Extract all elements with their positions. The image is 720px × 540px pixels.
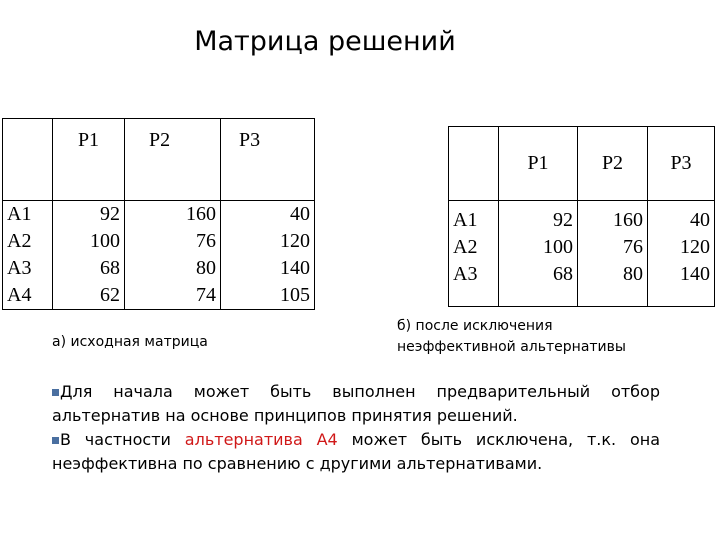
column-p3-values xyxy=(221,201,315,310)
header-p3: P3 xyxy=(221,119,315,201)
header-p2: P2 xyxy=(125,119,221,201)
cell-a1-p2: 160 xyxy=(186,203,216,225)
header-row xyxy=(449,127,715,201)
row-label-a3: A3 xyxy=(7,257,32,279)
row-label-a1: A1 xyxy=(7,203,32,225)
cell-a3-p3: 140 xyxy=(280,257,310,279)
paragraph-text-before: В частности xyxy=(60,430,185,449)
cell-a3-p3: 140 xyxy=(680,263,710,285)
caption-line-2: неэффективной альтернативы xyxy=(397,339,626,355)
cell-a3-p1: 68 xyxy=(100,257,120,279)
row-label-a4: A4 xyxy=(7,284,32,306)
cell-a3-p2: 80 xyxy=(623,263,643,285)
decision-matrix-original xyxy=(2,118,315,310)
cell-a1-p3: 40 xyxy=(290,203,310,225)
row-label-a2: A2 xyxy=(7,230,32,252)
bullet-icon xyxy=(52,437,59,444)
paragraph-exclusion xyxy=(52,428,660,476)
caption-line-1: б) после исключения xyxy=(397,318,553,334)
cell-a4-p2: 74 xyxy=(196,284,216,306)
row-labels xyxy=(449,201,499,307)
column-p2-values xyxy=(578,201,648,307)
column-p1-values xyxy=(499,201,578,307)
corner-cell xyxy=(3,119,53,201)
column-p2-values xyxy=(125,201,221,310)
row-label-a1: A1 xyxy=(453,209,478,231)
caption-reduced-matrix xyxy=(397,316,626,358)
cell-a1-p1: 92 xyxy=(553,209,573,231)
cell-a2-p1: 100 xyxy=(543,236,573,258)
cell-a2-p2: 76 xyxy=(623,236,643,258)
cell-a1-p2: 160 xyxy=(613,209,643,231)
cell-a4-p1: 62 xyxy=(100,284,120,306)
header-p1: P1 xyxy=(53,119,125,201)
slide-title: Матрица решений xyxy=(194,26,456,57)
row-label-a2: A2 xyxy=(453,236,478,258)
body-row xyxy=(449,201,715,307)
column-p3-values xyxy=(648,201,715,307)
paragraph-text-after: может быть исключена, т.к. она неэффективна по сравнению с другими альтернативами. xyxy=(52,430,661,473)
body-row xyxy=(3,201,315,310)
header-row xyxy=(3,119,315,201)
row-label-a3: A3 xyxy=(453,263,478,285)
cell-a3-p2: 80 xyxy=(196,257,216,279)
decision-matrix-reduced xyxy=(448,126,715,307)
cell-a1-p1: 92 xyxy=(100,203,120,225)
corner-cell xyxy=(449,127,499,201)
cell-a3-p1: 68 xyxy=(553,263,573,285)
column-p1-values xyxy=(53,201,125,310)
paragraph-text: Для начала может быть выполнен предварительный отбор альтернатив на основе принципов принятия решений. xyxy=(52,382,660,425)
cell-a2-p3: 120 xyxy=(680,236,710,258)
caption-original-matrix: а) исходная матрица xyxy=(52,334,208,350)
bullet-icon xyxy=(52,389,59,396)
cell-a2-p1: 100 xyxy=(90,230,120,252)
header-p2: P2 xyxy=(578,127,648,201)
highlighted-alternative: альтернатива А4 xyxy=(184,430,338,449)
header-p3: P3 xyxy=(648,127,715,201)
cell-a2-p3: 120 xyxy=(280,230,310,252)
cell-a4-p3: 105 xyxy=(280,284,310,306)
row-labels xyxy=(3,201,53,310)
paragraph-preselection xyxy=(52,380,660,428)
header-p1: P1 xyxy=(499,127,578,201)
cell-a1-p3: 40 xyxy=(690,209,710,231)
cell-a2-p2: 76 xyxy=(196,230,216,252)
